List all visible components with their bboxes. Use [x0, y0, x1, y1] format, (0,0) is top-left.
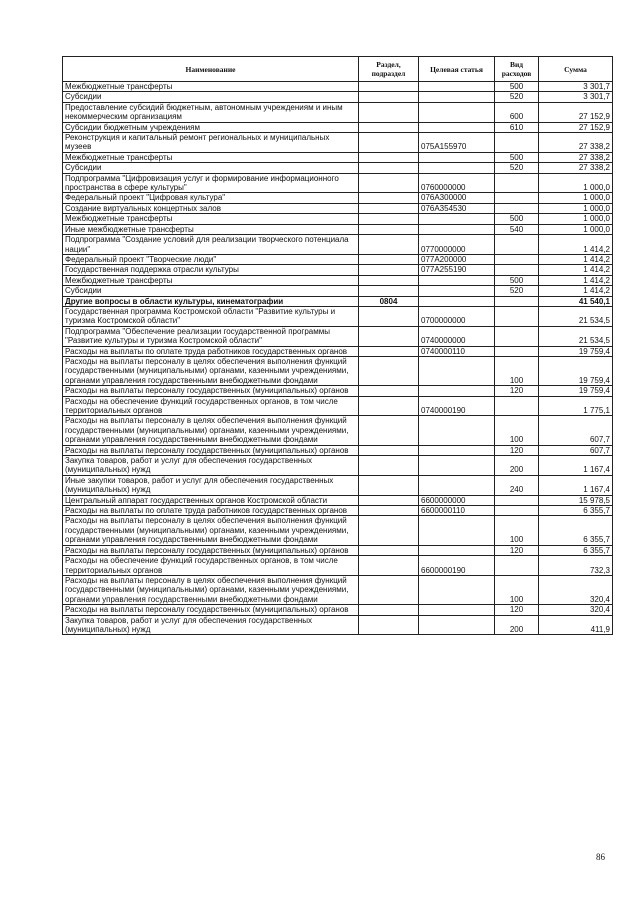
- cell-section: [359, 516, 419, 545]
- cell-target: [419, 416, 495, 445]
- cell-sum: 21 534,5: [539, 326, 613, 346]
- cell-name: Субсидии: [63, 286, 359, 296]
- cell-kind: [495, 306, 539, 326]
- cell-name: Субсидии: [63, 163, 359, 173]
- cell-sum: 21 534,5: [539, 306, 613, 326]
- cell-kind: [495, 203, 539, 213]
- cell-target: 0700000000: [419, 306, 495, 326]
- cell-section: [359, 275, 419, 285]
- table-row: [63, 516, 613, 545]
- cell-target: [419, 516, 495, 545]
- cell-kind: [495, 326, 539, 346]
- cell-section: [359, 615, 419, 635]
- cell-kind: [495, 346, 539, 356]
- col-header-kind: Вид расходов: [495, 57, 539, 82]
- table-row: [63, 275, 613, 285]
- cell-target: [419, 163, 495, 173]
- cell-sum: 1 414,2: [539, 235, 613, 255]
- cell-kind: [495, 254, 539, 264]
- cell-kind: 240: [495, 475, 539, 495]
- cell-kind: [495, 495, 539, 505]
- cell-target: 0760000000: [419, 173, 495, 193]
- cell-sum: 1 000,0: [539, 224, 613, 234]
- table-row: [63, 506, 613, 516]
- cell-kind: 120: [495, 445, 539, 455]
- cell-target: [419, 456, 495, 476]
- cell-target: [419, 286, 495, 296]
- table-row: [63, 545, 613, 555]
- col-header-name: Наименование: [63, 57, 359, 82]
- cell-sum: 27 338,2: [539, 163, 613, 173]
- cell-section: [359, 82, 419, 92]
- cell-sum: 27 152,9: [539, 102, 613, 122]
- cell-sum: 1 775,1: [539, 396, 613, 416]
- table-row: [63, 456, 613, 476]
- cell-name: Создание виртуальных концертных залов: [63, 203, 359, 213]
- cell-sum: 6 355,7: [539, 516, 613, 545]
- cell-kind: [495, 506, 539, 516]
- table-row: [63, 235, 613, 255]
- cell-kind: 500: [495, 214, 539, 224]
- cell-name: Расходы на обеспечение функций государственных органов, в том числе территориальных органов: [63, 556, 359, 576]
- cell-kind: [495, 556, 539, 576]
- table-row: [63, 575, 613, 604]
- cell-section: [359, 386, 419, 396]
- cell-section: [359, 545, 419, 555]
- table-row: [63, 102, 613, 122]
- cell-name: Субсидии: [63, 92, 359, 102]
- table-row: [63, 163, 613, 173]
- cell-name: Межбюджетные трансферты: [63, 275, 359, 285]
- cell-kind: 520: [495, 286, 539, 296]
- cell-name: Расходы на обеспечение функций государственных органов, в том числе территориальных органов: [63, 396, 359, 416]
- cell-target: [419, 356, 495, 385]
- cell-section: [359, 152, 419, 162]
- cell-section: [359, 193, 419, 203]
- table-row: [63, 254, 613, 264]
- cell-sum: 1 000,0: [539, 203, 613, 213]
- cell-name: Предоставление субсидий бюджетным, автономным учреждениям и иным некоммерческим организациям: [63, 102, 359, 122]
- cell-kind: 200: [495, 615, 539, 635]
- cell-kind: [495, 296, 539, 306]
- cell-sum: 1 167,4: [539, 475, 613, 495]
- cell-section: [359, 495, 419, 505]
- cell-name: Федеральный проект "Цифровая культура": [63, 193, 359, 203]
- cell-target: 077А255190: [419, 265, 495, 275]
- cell-target: 6600000110: [419, 506, 495, 516]
- cell-name: Расходы на выплаты персоналу в целях обеспечения выполнения функций государственными (муниципальными) органами, казенными учреждениями, органами управления государственными внебюджетными фондами: [63, 575, 359, 604]
- cell-name: Закупка товаров, работ и услуг для обеспечения государственных (муниципальных) нужд: [63, 456, 359, 476]
- cell-target: 077А200000: [419, 254, 495, 264]
- cell-section: 0804: [359, 296, 419, 306]
- cell-section: [359, 122, 419, 132]
- table-row: [63, 152, 613, 162]
- cell-name: Иные закупки товаров, работ и услуг для обеспечения государственных (муниципальных) нужд: [63, 475, 359, 495]
- cell-target: [419, 575, 495, 604]
- cell-name: Расходы на выплаты по оплате труда работников государственных органов: [63, 346, 359, 356]
- cell-target: 076А354530: [419, 203, 495, 213]
- table-row: [63, 224, 613, 234]
- cell-sum: 19 759,4: [539, 346, 613, 356]
- cell-kind: 200: [495, 456, 539, 476]
- cell-section: [359, 396, 419, 416]
- cell-name: Подпрограмма "Обеспечение реализации государственной программы "Развитие культуры и туризма Костромской области": [63, 326, 359, 346]
- cell-section: [359, 265, 419, 275]
- cell-section: [359, 214, 419, 224]
- budget-table: [62, 56, 613, 635]
- cell-target: 6600000000: [419, 495, 495, 505]
- cell-target: 075А155970: [419, 133, 495, 153]
- cell-name: Иные межбюджетные трансферты: [63, 224, 359, 234]
- table-row: [63, 203, 613, 213]
- cell-name: Реконструкция и капитальный ремонт региональных и муниципальных музеев: [63, 133, 359, 153]
- cell-kind: 500: [495, 275, 539, 285]
- cell-section: [359, 356, 419, 385]
- cell-sum: 1 414,2: [539, 286, 613, 296]
- cell-section: [359, 605, 419, 615]
- cell-target: [419, 122, 495, 132]
- col-header-section: Раздел, подраздел: [359, 57, 419, 82]
- cell-target: [419, 152, 495, 162]
- cell-kind: [495, 173, 539, 193]
- cell-kind: 520: [495, 163, 539, 173]
- cell-sum: 6 355,7: [539, 506, 613, 516]
- table-row: [63, 286, 613, 296]
- cell-name: Межбюджетные трансферты: [63, 82, 359, 92]
- cell-kind: 100: [495, 516, 539, 545]
- table-row: [63, 296, 613, 306]
- cell-sum: 1 414,2: [539, 265, 613, 275]
- cell-section: [359, 326, 419, 346]
- cell-name: Расходы на выплаты персоналу в целях обеспечения выполнения функций государственными (муниципальными) органами, казенными учреждениями, органами управления государственными внебюджетными фондами: [63, 416, 359, 445]
- table-row: [63, 265, 613, 275]
- cell-kind: 120: [495, 386, 539, 396]
- cell-target: [419, 82, 495, 92]
- cell-sum: 320,4: [539, 605, 613, 615]
- cell-section: [359, 173, 419, 193]
- table-row: [63, 133, 613, 153]
- cell-name: Государственная программа Костромской области "Развитие культуры и туризма Костромской области": [63, 306, 359, 326]
- cell-kind: 120: [495, 545, 539, 555]
- cell-sum: 41 540,1: [539, 296, 613, 306]
- cell-kind: 100: [495, 575, 539, 604]
- cell-section: [359, 254, 419, 264]
- cell-section: [359, 235, 419, 255]
- table-row: [63, 173, 613, 193]
- cell-kind: 500: [495, 152, 539, 162]
- table-row: [63, 396, 613, 416]
- cell-sum: 411,9: [539, 615, 613, 635]
- cell-section: [359, 92, 419, 102]
- cell-target: 0740000190: [419, 396, 495, 416]
- cell-kind: [495, 193, 539, 203]
- cell-kind: 610: [495, 122, 539, 132]
- cell-section: [359, 456, 419, 476]
- cell-name: Расходы на выплаты персоналу государственных (муниципальных) органов: [63, 445, 359, 455]
- cell-target: [419, 296, 495, 306]
- table-row: [63, 82, 613, 92]
- table-row: [63, 445, 613, 455]
- cell-target: 0740000110: [419, 346, 495, 356]
- cell-target: 0740000000: [419, 326, 495, 346]
- cell-name: Государственная поддержка отрасли культуры: [63, 265, 359, 275]
- cell-kind: [495, 235, 539, 255]
- cell-kind: 120: [495, 605, 539, 615]
- table-row: [63, 416, 613, 445]
- cell-sum: 3 301,7: [539, 82, 613, 92]
- table-row: [63, 475, 613, 495]
- cell-section: [359, 286, 419, 296]
- cell-name: Расходы на выплаты персоналу в целях обеспечения выполнения функций государственными (муниципальными) органами, казенными учреждениями, органами управления государственными внебюджетными фондами: [63, 516, 359, 545]
- cell-sum: 19 759,4: [539, 386, 613, 396]
- cell-sum: 3 301,7: [539, 92, 613, 102]
- cell-name: Расходы на выплаты по оплате труда работников государственных органов: [63, 506, 359, 516]
- table-row: [63, 214, 613, 224]
- cell-section: [359, 575, 419, 604]
- cell-target: [419, 475, 495, 495]
- cell-section: [359, 506, 419, 516]
- cell-sum: 1 000,0: [539, 173, 613, 193]
- cell-target: 6600000190: [419, 556, 495, 576]
- cell-target: [419, 615, 495, 635]
- cell-kind: 500: [495, 82, 539, 92]
- cell-section: [359, 203, 419, 213]
- cell-kind: 540: [495, 224, 539, 234]
- cell-target: 076А300000: [419, 193, 495, 203]
- cell-sum: 27 152,9: [539, 122, 613, 132]
- cell-section: [359, 133, 419, 153]
- page-number: 86: [596, 852, 605, 862]
- cell-section: [359, 224, 419, 234]
- cell-section: [359, 416, 419, 445]
- table-row: [63, 556, 613, 576]
- budget-document: [62, 56, 612, 635]
- cell-sum: 320,4: [539, 575, 613, 604]
- cell-kind: 600: [495, 102, 539, 122]
- cell-name: Федеральный проект "Творческие люди": [63, 254, 359, 264]
- table-row: [63, 92, 613, 102]
- table-row: [63, 386, 613, 396]
- table-row: [63, 605, 613, 615]
- cell-name: Подпрограмма "Создание условий для реализации творческого потенциала нации": [63, 235, 359, 255]
- col-header-sum: Сумма: [539, 57, 613, 82]
- cell-name: Межбюджетные трансферты: [63, 214, 359, 224]
- table-row: [63, 356, 613, 385]
- cell-target: 0770000000: [419, 235, 495, 255]
- cell-kind: [495, 133, 539, 153]
- cell-sum: 15 978,5: [539, 495, 613, 505]
- cell-section: [359, 102, 419, 122]
- cell-name: Расходы на выплаты персоналу в целях обеспечения выполнения функций государственными (муниципальными) органами, казенными учреждениями, органами управления государственными внебюджетными фондами: [63, 356, 359, 385]
- cell-sum: 1 167,4: [539, 456, 613, 476]
- cell-kind: 100: [495, 416, 539, 445]
- table-row: [63, 306, 613, 326]
- cell-sum: 607,7: [539, 416, 613, 445]
- table-row: [63, 346, 613, 356]
- cell-name: Субсидии бюджетным учреждениям: [63, 122, 359, 132]
- cell-name: Закупка товаров, работ и услуг для обеспечения государственных (муниципальных) нужд: [63, 615, 359, 635]
- cell-target: [419, 605, 495, 615]
- table-header-row: [63, 57, 613, 82]
- cell-sum: 1 414,2: [539, 275, 613, 285]
- cell-target: [419, 445, 495, 455]
- cell-section: [359, 346, 419, 356]
- cell-name: Другие вопросы в области культуры, кинематографии: [63, 296, 359, 306]
- cell-sum: 19 759,4: [539, 356, 613, 385]
- cell-name: Центральный аппарат государственных органов Костромской области: [63, 495, 359, 505]
- cell-sum: 27 338,2: [539, 133, 613, 153]
- cell-kind: [495, 265, 539, 275]
- cell-sum: 1 000,0: [539, 193, 613, 203]
- cell-name: Подпрограмма "Цифровизация услуг и формирование информационного пространства в сфере культуры": [63, 173, 359, 193]
- cell-sum: 732,3: [539, 556, 613, 576]
- cell-name: Расходы на выплаты персоналу государственных (муниципальных) органов: [63, 545, 359, 555]
- cell-kind: 520: [495, 92, 539, 102]
- cell-target: [419, 214, 495, 224]
- table-row: [63, 495, 613, 505]
- cell-section: [359, 306, 419, 326]
- cell-section: [359, 445, 419, 455]
- table-row: [63, 122, 613, 132]
- cell-kind: 100: [495, 356, 539, 385]
- table-row: [63, 326, 613, 346]
- cell-target: [419, 275, 495, 285]
- table-row: [63, 193, 613, 203]
- cell-sum: 27 338,2: [539, 152, 613, 162]
- cell-target: [419, 545, 495, 555]
- col-header-target: Целевая статья: [419, 57, 495, 82]
- cell-target: [419, 102, 495, 122]
- cell-kind: [495, 396, 539, 416]
- cell-section: [359, 163, 419, 173]
- cell-sum: 1 414,2: [539, 254, 613, 264]
- cell-name: Расходы на выплаты персоналу государственных (муниципальных) органов: [63, 605, 359, 615]
- table-row: [63, 615, 613, 635]
- cell-section: [359, 556, 419, 576]
- cell-sum: 1 000,0: [539, 214, 613, 224]
- cell-target: [419, 224, 495, 234]
- cell-sum: 6 355,7: [539, 545, 613, 555]
- cell-name: Расходы на выплаты персоналу государственных (муниципальных) органов: [63, 386, 359, 396]
- cell-section: [359, 475, 419, 495]
- cell-name: Межбюджетные трансферты: [63, 152, 359, 162]
- cell-target: [419, 386, 495, 396]
- table-body: [63, 82, 613, 635]
- cell-sum: 607,7: [539, 445, 613, 455]
- cell-target: [419, 92, 495, 102]
